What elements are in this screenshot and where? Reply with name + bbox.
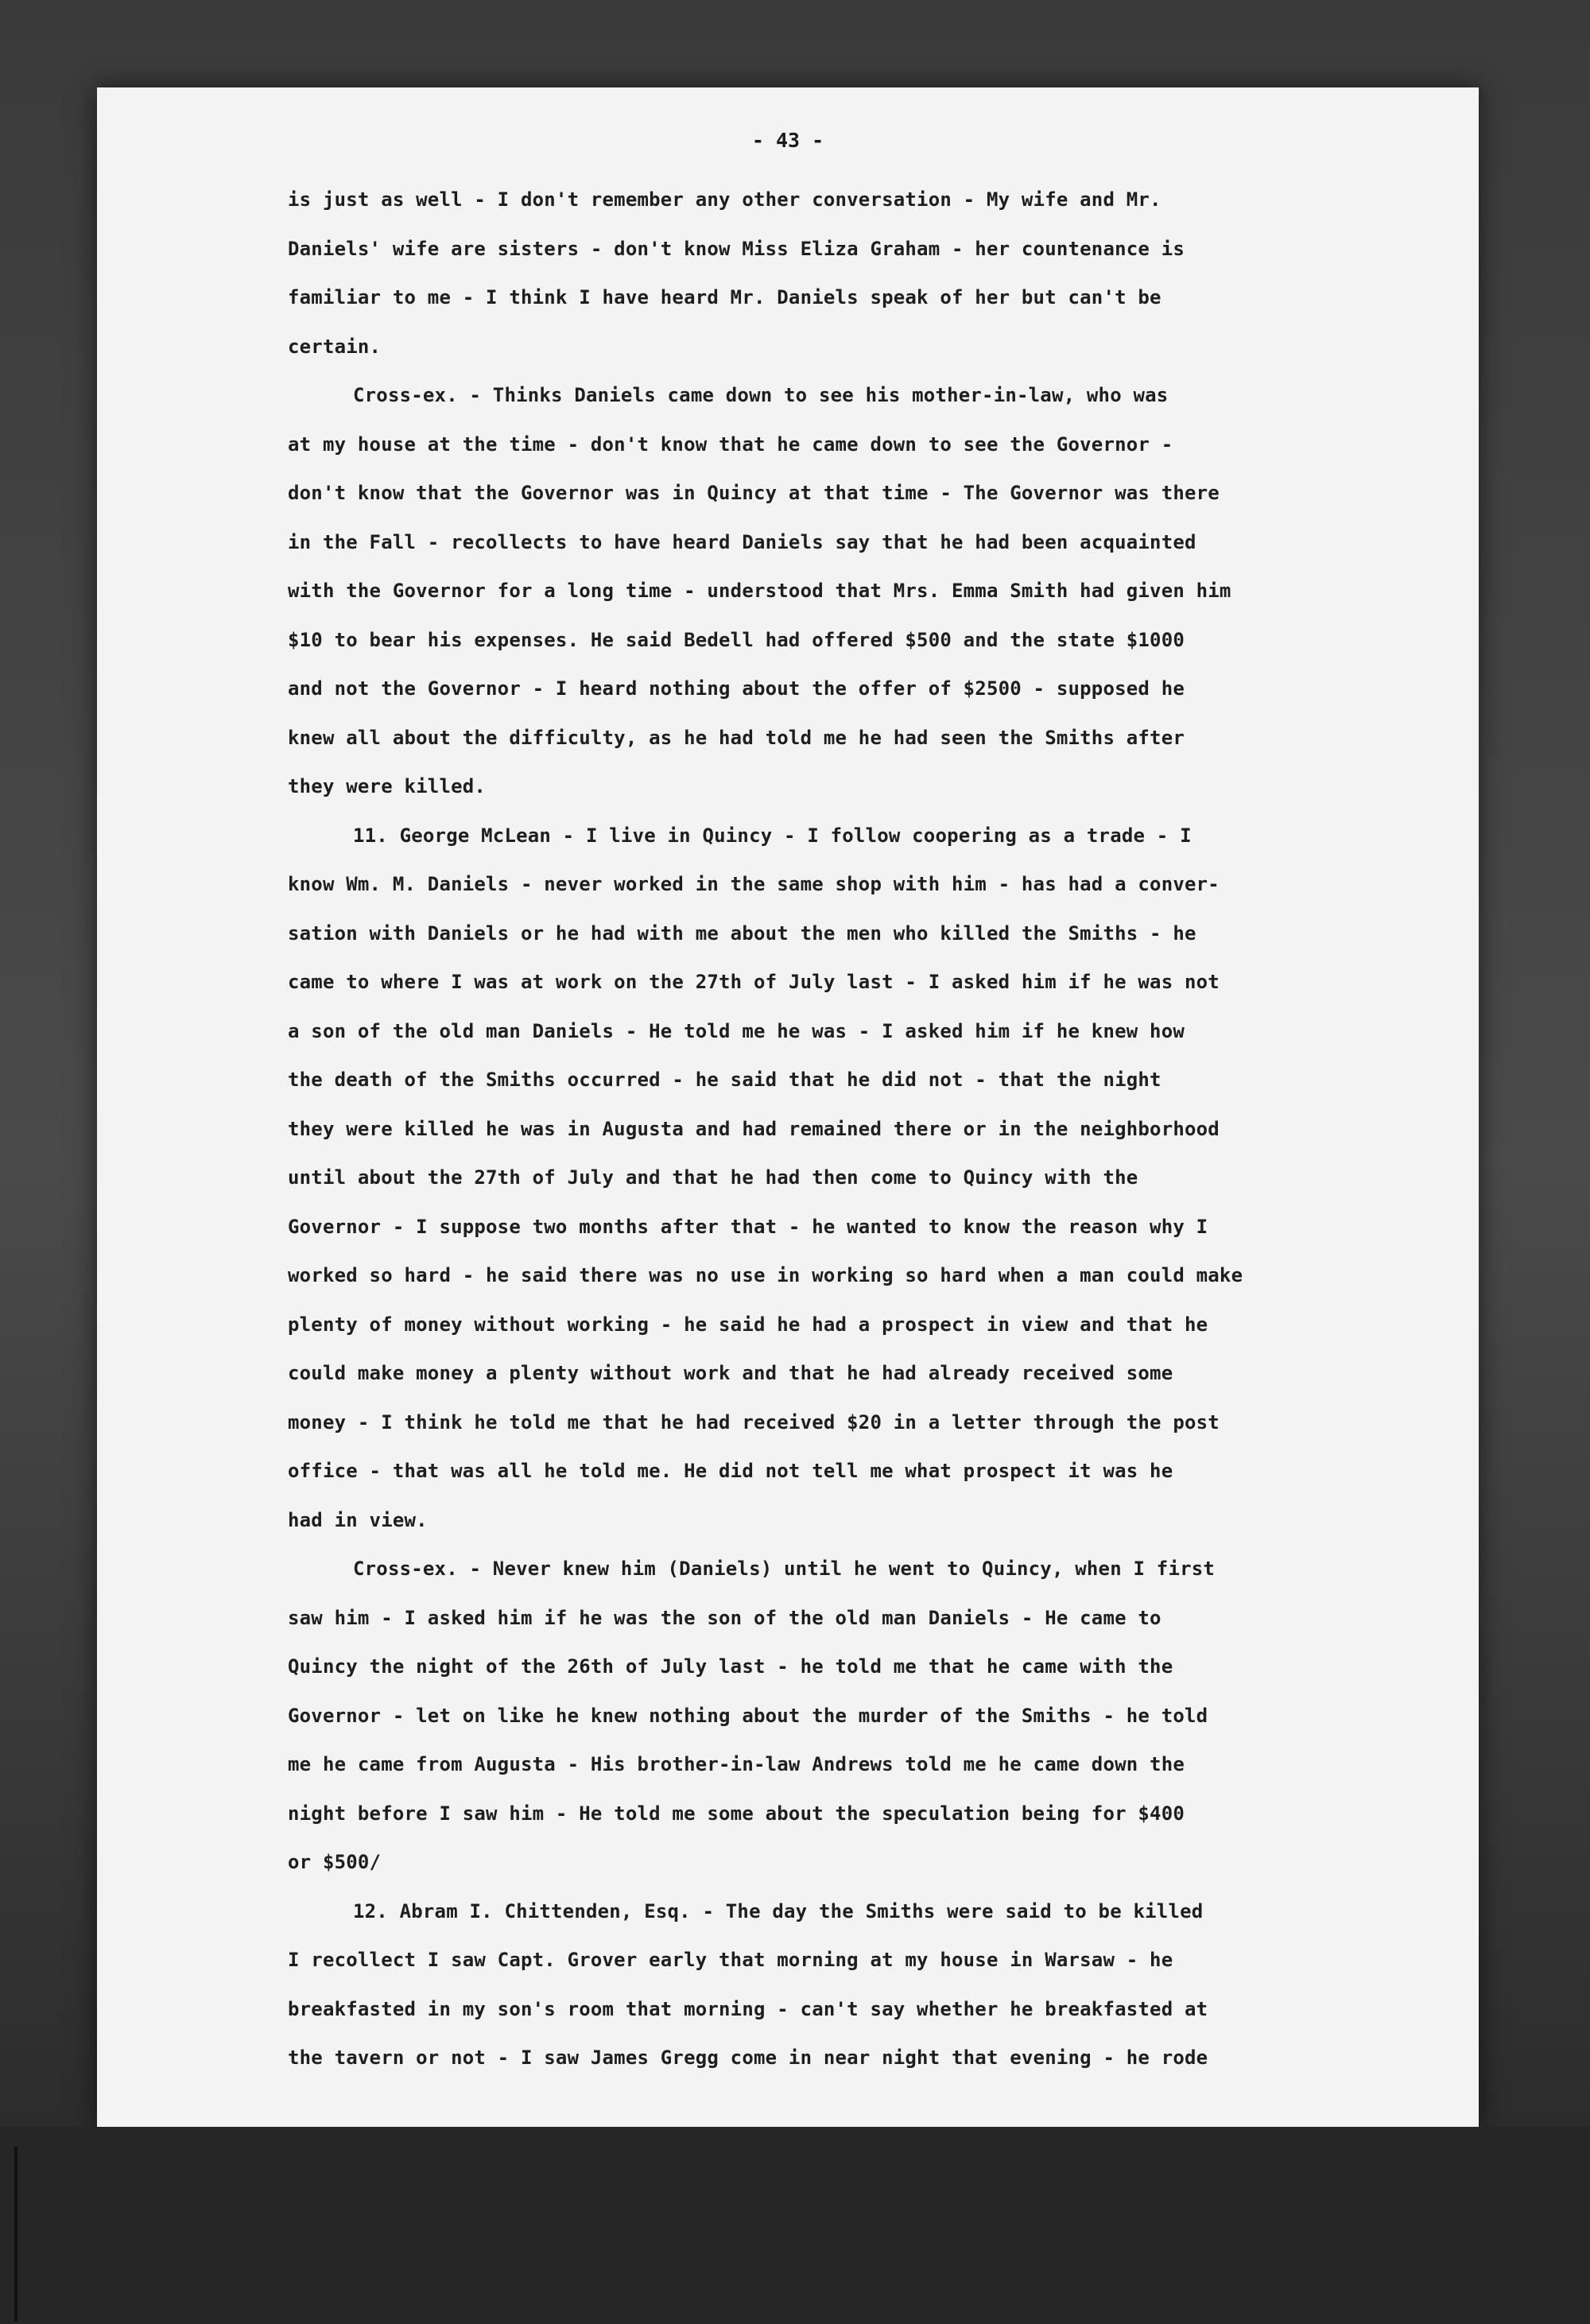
text-line: or $500/	[288, 1851, 382, 1873]
text-line: me he came from Augusta - His brother-in-law Andrews told me he came down the	[288, 1753, 1185, 1775]
paragraph-start-line: 12. Abram I. Chittenden, Esq. - The day the Smiths were said to be killed	[353, 1899, 1204, 1922]
text-line: sation with Daniels or he had with me about the men who killed the Smiths - he	[288, 921, 1196, 945]
scan-edge-mark	[14, 2147, 17, 2322]
text-line: is just as well - I don't remember any other conversation - My wife and Mr.	[288, 188, 1161, 211]
text-line: know Wm. M. Daniels - never worked in the same shop with him - has had a conver-	[288, 873, 1220, 895]
text-line: came to where I was at work on the 27th of July last - I asked him if he was not	[288, 971, 1220, 993]
text-line: in the Fall - recollects to have heard Daniels say that he had been acquainted	[288, 530, 1196, 553]
text-line: with the Governor for a long time - understood that Mrs. Emma Smith had given him	[288, 580, 1231, 602]
page-number: - 43 -	[751, 129, 824, 152]
text-line: Governor - I suppose two months after that - he wanted to know the reason why I	[288, 1215, 1208, 1238]
text-line: money - I think he told me that he had received $20 in a letter through the post	[288, 1410, 1220, 1434]
text-line: familiar to me - I think I have heard Mr. Daniels speak of her but can't be	[288, 286, 1161, 308]
text-line: I recollect I saw Capt. Grover early that morning at my house in Warsaw - he	[288, 1949, 1173, 1971]
text-line: certain.	[288, 335, 382, 358]
text-line: until about the 27th of July and that he had then come to Quincy with the	[288, 1166, 1138, 1189]
text-line: and not the Governor - I heard nothing about the offer of $2500 - supposed he	[288, 677, 1185, 700]
text-line: Quincy the night of the 26th of July last - he told me that he came with the	[288, 1655, 1173, 1678]
paragraph-start-line: Cross-ex. - Thinks Daniels came down to see his mother-in-law, who was	[353, 384, 1169, 406]
paragraph-start-line: 11. George McLean - I live in Quincy - I follow coopering as a trade - I	[353, 824, 1192, 847]
text-line: Governor - let on like he knew nothing about the murder of the Smiths - he told	[288, 1704, 1208, 1727]
text-line: knew all about the difficulty, as he had told me he had seen the Smiths after	[288, 726, 1185, 749]
text-line: breakfasted in my son's room that morning - can't say whether he breakfasted at	[288, 1997, 1208, 2020]
text-line: plenty of money without working - he said he had a prospect in view and that he	[288, 1313, 1208, 1336]
text-line: saw him - I asked him if he was the son of the old man Daniels - He came to	[288, 1606, 1161, 1629]
scan-bottom-edge	[0, 2127, 1590, 2324]
document-page	[97, 87, 1479, 2127]
text-line: they were killed he was in Augusta and had remained there or in the neighborhood	[288, 1117, 1220, 1140]
paragraph-start-line: Cross-ex. - Never knew him (Daniels) until he went to Quincy, when I first	[353, 1558, 1216, 1580]
document-body	[288, 176, 1385, 2083]
text-line: don't know that the Governor was in Quincy at that time - The Governor was there	[288, 482, 1220, 504]
text-line: office - that was all he told me. He did not tell me what prospect it was he	[288, 1460, 1173, 1482]
text-line: they were killed.	[288, 775, 487, 797]
text-line: night before I saw him - He told me some about the speculation being for $400	[288, 1802, 1185, 1825]
text-line: could make money a plenty without work and that he had already received some	[288, 1362, 1173, 1384]
text-line: Daniels' wife are sisters - don't know Miss Eliza Graham - her countenance is	[288, 237, 1185, 260]
text-line: $10 to bear his expenses. He said Bedell had offered $500 and the state $1000	[288, 628, 1185, 651]
text-line: the tavern or not - I saw James Gregg come in near night that evening - he rode	[288, 2047, 1208, 2069]
text-line: had in view.	[288, 1508, 428, 1531]
text-line: a son of the old man Daniels - He told me he was - I asked him if he knew how	[288, 1019, 1185, 1042]
text-line: worked so hard - he said there was no use in working so hard when a man could make	[288, 1264, 1243, 1286]
text-line: at my house at the time - don't know that he came down to see the Governor -	[288, 433, 1173, 456]
text-line: the death of the Smiths occurred - he said that he did not - that the night	[288, 1069, 1161, 1091]
